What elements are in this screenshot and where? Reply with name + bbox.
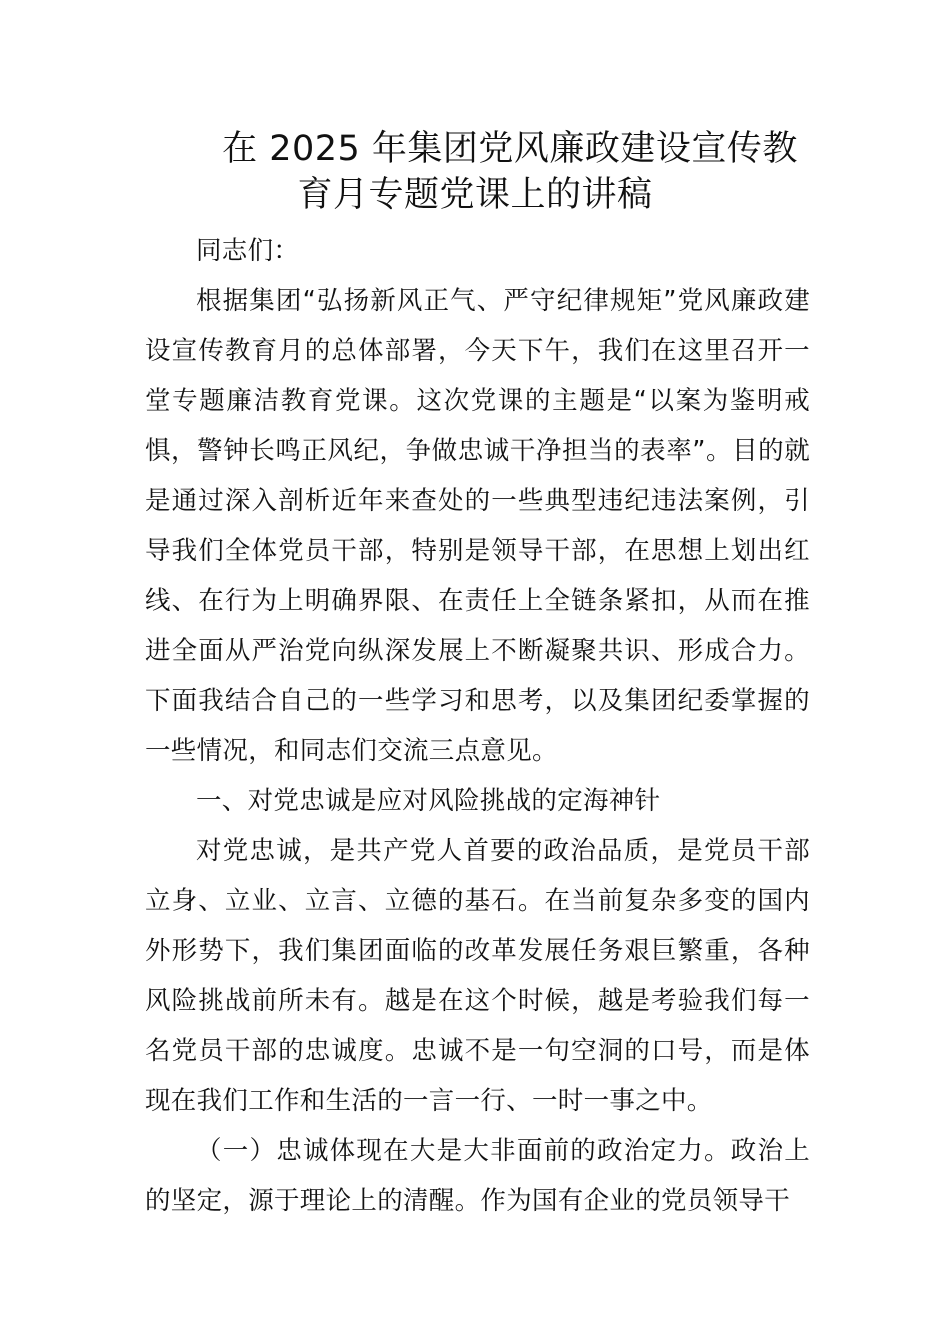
document-body [145,226,810,1226]
section-heading-1: 一、对党忠诚是应对风险挑战的定海神针 [196,786,661,816]
subsection-1: （一）忠诚体现在大是大非面前的政治定力。政治上的坚定，源于理论上的清醒。作为国有企业的党员领导干 [145,1136,810,1216]
salutation: 同志们： [196,236,300,266]
paragraph-intro: 根据集团“弘扬新风正气、严守纪律规矩”党风廉政建设宣传教育月的总体部署，今天下午，我们在这里召开一堂专题廉洁教育党课。这次党课的主题是“以案为鉴明戒惧，警钟长鸣正风纪，争做忠诚干净担当的表率”。目的就是通过深入剖析近年来查处的一些典型违纪违法案例，引导我们全体党员干部，特别是领导干部，在思想上划出红线、在行为上明确界限、在责任上全链条紧扣，从而在推进全面从严治党向纵深发展上不断凝聚共识、形成合力。下面我结合自己的一些学习和思考，以及集团纪委掌握的一些情况，和同志们交流三点意见。 [145,286,810,766]
document-title [0,126,950,218]
title-line-1: 在 2025 年集团党风廉政建设宣传教 [222,129,798,169]
paragraph-loyalty: 对党忠诚，是共产党人首要的政治品质，是党员干部立身、立业、立言、立德的基石。在当前复杂多变的国内外形势下，我们集团面临的改革发展任务艰巨繁重，各种风险挑战前所未有。越是在这个时候，越是考验我们每一名党员干部的忠诚度。忠诚不是一句空洞的口号，而是体现在我们工作和生活的一言一行、一时一事之中。 [145,836,810,1116]
title-line-2: 育月专题党课上的讲稿 [297,175,653,215]
